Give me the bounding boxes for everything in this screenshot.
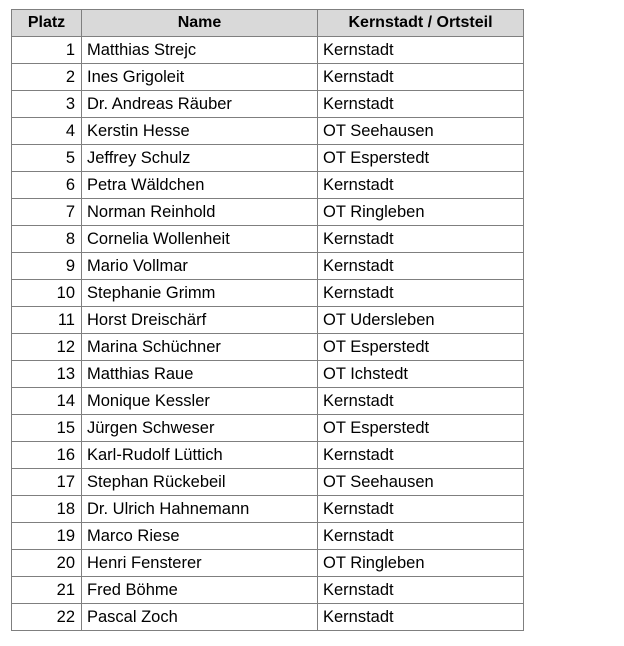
platz-cell: 16	[12, 442, 82, 469]
table-row	[12, 37, 524, 64]
platz-cell: 6	[12, 172, 82, 199]
platz-cell: 1	[12, 37, 82, 64]
header-row	[12, 10, 524, 37]
table-row	[12, 496, 524, 523]
name-cell: Dr. Andreas Räuber	[82, 91, 318, 118]
area-cell: Kernstadt	[318, 172, 524, 199]
name-cell: Marco Riese	[82, 523, 318, 550]
table-row	[12, 253, 524, 280]
name-cell: Matthias Raue	[82, 361, 318, 388]
name-cell: Karl-Rudolf Lüttich	[82, 442, 318, 469]
area-cell: Kernstadt	[318, 226, 524, 253]
area-cell: Kernstadt	[318, 91, 524, 118]
name-cell: Henri Fensterer	[82, 550, 318, 577]
name-cell: Norman Reinhold	[82, 199, 318, 226]
table-row	[12, 118, 524, 145]
table-row	[12, 415, 524, 442]
area-cell: OT Ringleben	[318, 550, 524, 577]
platz-cell: 5	[12, 145, 82, 172]
table-row	[12, 280, 524, 307]
area-cell: Kernstadt	[318, 64, 524, 91]
table-row	[12, 307, 524, 334]
name-cell: Kerstin Hesse	[82, 118, 318, 145]
name-cell: Monique Kessler	[82, 388, 318, 415]
platz-cell: 21	[12, 577, 82, 604]
platz-cell: 18	[12, 496, 82, 523]
table-row	[12, 145, 524, 172]
table-body	[12, 37, 524, 631]
table-row	[12, 523, 524, 550]
table-row	[12, 91, 524, 118]
table-row	[12, 172, 524, 199]
area-cell: OT Ringleben	[318, 199, 524, 226]
platz-cell: 22	[12, 604, 82, 631]
name-cell: Mario Vollmar	[82, 253, 318, 280]
name-cell: Dr. Ulrich Hahnemann	[82, 496, 318, 523]
platz-cell: 3	[12, 91, 82, 118]
area-cell: OT Udersleben	[318, 307, 524, 334]
platz-cell: 7	[12, 199, 82, 226]
name-cell: Ines Grigoleit	[82, 64, 318, 91]
area-cell: Kernstadt	[318, 577, 524, 604]
name-cell: Stephanie Grimm	[82, 280, 318, 307]
table-row	[12, 550, 524, 577]
area-cell: Kernstadt	[318, 37, 524, 64]
area-cell: OT Ichstedt	[318, 361, 524, 388]
platz-cell: 4	[12, 118, 82, 145]
table-row	[12, 604, 524, 631]
table-row	[12, 334, 524, 361]
table-row	[12, 469, 524, 496]
platz-cell: 12	[12, 334, 82, 361]
name-cell: Petra Wäldchen	[82, 172, 318, 199]
header-name: Name	[82, 10, 318, 37]
table-row	[12, 199, 524, 226]
area-cell: OT Esperstedt	[318, 334, 524, 361]
name-cell: Jeffrey Schulz	[82, 145, 318, 172]
table-row	[12, 64, 524, 91]
area-cell: OT Esperstedt	[318, 145, 524, 172]
platz-cell: 15	[12, 415, 82, 442]
area-cell: Kernstadt	[318, 388, 524, 415]
table-row	[12, 577, 524, 604]
header-area: Kernstadt / Ortsteil	[318, 10, 524, 37]
area-cell: OT Esperstedt	[318, 415, 524, 442]
name-cell: Matthias Strejc	[82, 37, 318, 64]
name-cell: Jürgen Schweser	[82, 415, 318, 442]
table-row	[12, 226, 524, 253]
header-platz: Platz	[12, 10, 82, 37]
name-cell: Marina Schüchner	[82, 334, 318, 361]
platz-cell: 10	[12, 280, 82, 307]
platz-cell: 8	[12, 226, 82, 253]
area-cell: Kernstadt	[318, 523, 524, 550]
table-row	[12, 361, 524, 388]
platz-cell: 2	[12, 64, 82, 91]
area-cell: Kernstadt	[318, 280, 524, 307]
name-cell: Pascal Zoch	[82, 604, 318, 631]
platz-cell: 19	[12, 523, 82, 550]
table-row	[12, 388, 524, 415]
area-cell: OT Seehausen	[318, 469, 524, 496]
area-cell: Kernstadt	[318, 496, 524, 523]
table-header	[12, 10, 524, 37]
area-cell: Kernstadt	[318, 442, 524, 469]
platz-cell: 14	[12, 388, 82, 415]
candidate-table	[11, 9, 524, 631]
table-row	[12, 442, 524, 469]
platz-cell: 20	[12, 550, 82, 577]
area-cell: OT Seehausen	[318, 118, 524, 145]
platz-cell: 9	[12, 253, 82, 280]
platz-cell: 11	[12, 307, 82, 334]
platz-cell: 17	[12, 469, 82, 496]
name-cell: Horst Dreischärf	[82, 307, 318, 334]
area-cell: Kernstadt	[318, 253, 524, 280]
name-cell: Stephan Rückebeil	[82, 469, 318, 496]
name-cell: Cornelia Wollenheit	[82, 226, 318, 253]
name-cell: Fred Böhme	[82, 577, 318, 604]
platz-cell: 13	[12, 361, 82, 388]
area-cell: Kernstadt	[318, 604, 524, 631]
